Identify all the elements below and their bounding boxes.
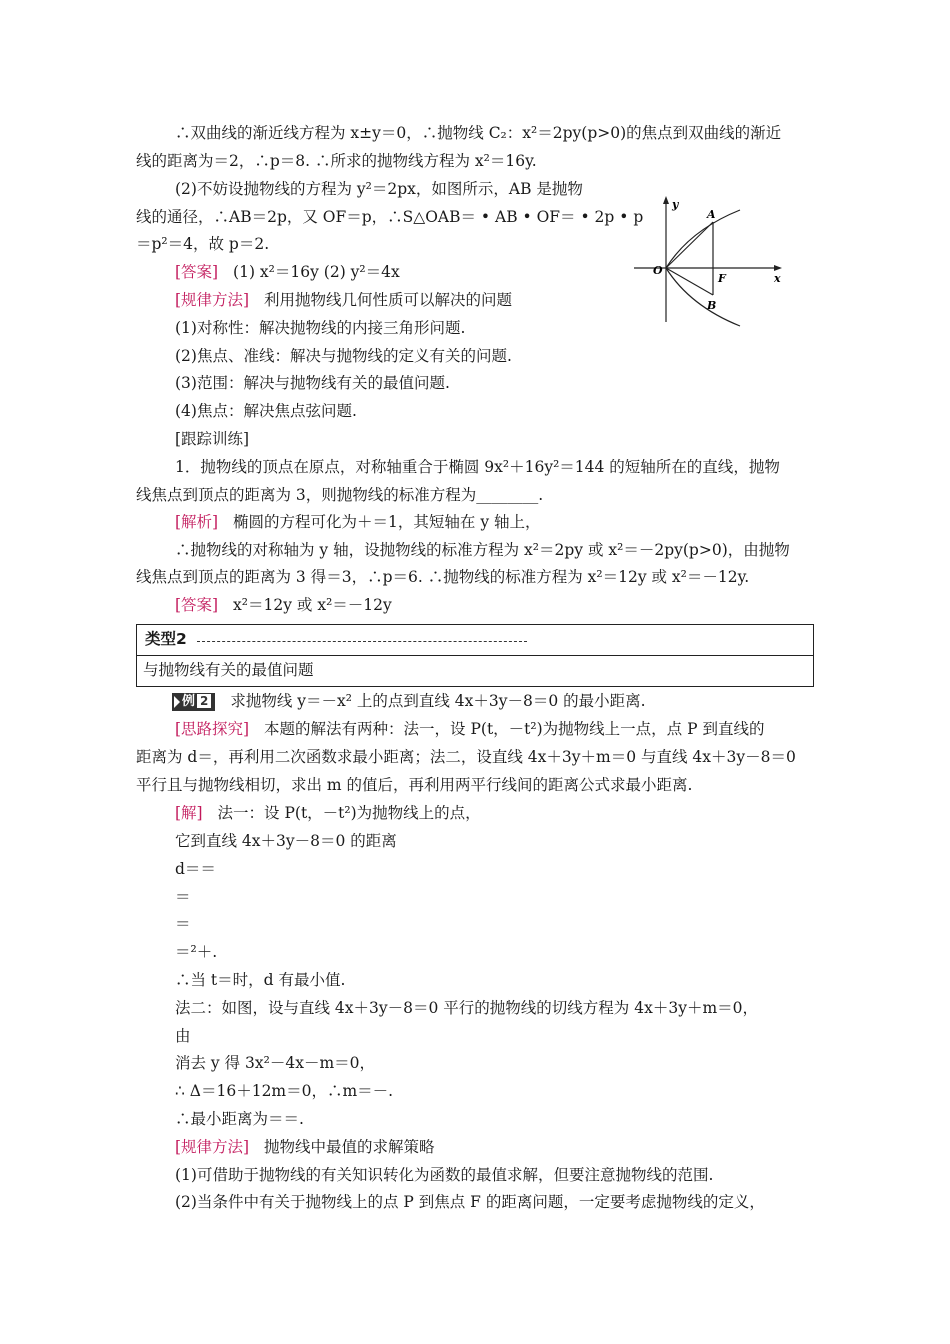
text-line: 由	[175, 1027, 191, 1045]
analysis-text: 椭圆的方程可化为＋＝1，其短轴在 y 轴上，	[233, 513, 541, 531]
thinking-line	[175, 718, 764, 740]
text-line: ∴抛物线的对称轴为 y 轴，设抛物线的标准方程为 x²＝2py 或 x²＝－2py(p>0)，由抛物	[175, 541, 790, 559]
segment-oa	[666, 222, 713, 268]
parabola-figure	[628, 192, 788, 327]
solution-line	[175, 802, 481, 824]
text-line: 它到直线 4x＋3y－8＝0 的距离	[175, 832, 397, 850]
answer-text: (1) x²＝16y (2) y²＝4x	[233, 263, 400, 281]
text-line: 1．抛物线的顶点在原点，对称轴重合于椭圆 9x²＋16y²＝144 的短轴所在的直线，抛物	[175, 458, 780, 476]
example-line	[172, 690, 646, 712]
type-box	[136, 624, 814, 687]
text-line: (1)可借助于抛物线的有关知识转化为函数的最值求解，但要注意抛物线的范围.	[175, 1166, 714, 1184]
text-line: 距离为 d＝，再利用二次函数求最小距离；法二，设直线 4x＋3y＋m＝0 与直线 4x＋3y－8＝0	[136, 748, 796, 766]
answer-tag: [答案]	[175, 263, 219, 281]
text-line: ∴当 t＝时，d 有最小值.	[175, 971, 346, 989]
answer-line	[175, 261, 400, 283]
method-line	[175, 1136, 435, 1158]
text-line: (4)焦点：解决焦点弦问题.	[175, 402, 357, 420]
method-text: 利用抛物线几何性质可以解决的问题	[264, 291, 513, 309]
text-line: ∴最小距离为＝＝.	[175, 1110, 304, 1128]
y-arrow-icon	[663, 196, 669, 204]
thinking-text: 本题的解法有两种：法一，设 P(t，－t²)为抛物线上一点，点 P 到直线的	[264, 720, 765, 738]
method-tag: [规律方法]	[175, 291, 250, 309]
solution-text: 法一：设 P(t，－t²)为抛物线上的点，	[217, 804, 481, 822]
type-subtitle: 与抛物线有关的最值问题	[143, 661, 314, 679]
text-line: (2)焦点、准线：解决与抛物线的定义有关的问题.	[175, 347, 512, 365]
text-line: 线焦点到顶点的距离为 3 得＝3，∴p＝6. ∴抛物线的标准方程为 x²＝12y 或 x²＝－12y.	[136, 568, 750, 586]
text-line: 线的通径，∴AB＝2p，又 OF＝p，∴S△OAB＝ • AB • OF＝ • 2p • p	[136, 208, 644, 226]
answer-tag: [答案]	[175, 596, 219, 614]
text-line: ＝²＋.	[175, 943, 218, 961]
type-box-header	[137, 625, 813, 656]
text-line: (2)当条件中有关于抛物线上的点 P 到焦点 F 的距离问题，一定要考虑抛物线的定义，	[175, 1193, 765, 1211]
text-line: 消去 y 得 3x²－4x－m＝0，	[175, 1054, 376, 1072]
example-text: 求抛物线 y＝－x² 上的点到直线 4x＋3y－8＝0 的最小距离.	[230, 692, 646, 710]
label-b: B	[707, 299, 717, 312]
x-arrow-icon	[774, 265, 782, 271]
text-line: 平行且与抛物线相切，求出 m 的值后，再利用两平行线间的距离公式求最小距离.	[136, 776, 693, 794]
dashed-divider	[197, 641, 527, 642]
section-label: [跟踪训练]	[175, 430, 250, 448]
solution-tag: [解]	[175, 804, 203, 822]
label-y: y	[672, 198, 679, 211]
method-line	[175, 289, 512, 311]
segment-ob	[666, 268, 713, 295]
text-line: 法二：如图，设与直线 4x＋3y－8＝0 平行的抛物线的切线方程为 4x＋3y＋m＝0，	[175, 999, 759, 1017]
label-a: A	[707, 208, 716, 221]
label-o: O	[653, 264, 663, 277]
label-f: F	[718, 272, 726, 285]
label-x: x	[774, 272, 781, 285]
method-text: 抛物线中最值的求解策略	[264, 1138, 435, 1156]
text-line: 线的距离为＝2，∴p＝8. ∴所求的抛物线方程为 x²＝16y.	[136, 152, 537, 170]
thinking-tag: [思路探究]	[175, 720, 250, 738]
text-line: 线焦点到顶点的距离为 3，则抛物线的标准方程为________.	[136, 486, 544, 504]
text-line: d＝＝	[175, 860, 216, 878]
text-line: ＝	[175, 915, 191, 933]
text-line: (3)范围：解决与抛物线有关的最值问题.	[175, 374, 450, 392]
text-line: ＝	[175, 888, 191, 906]
type-title: 类型2	[145, 630, 187, 648]
triangle-icon	[174, 696, 180, 708]
text-line: (1)对称性：解决抛物线的内接三角形问题.	[175, 319, 466, 337]
text-line: ＝p²＝4，故 p＝2.	[136, 235, 270, 253]
answer-line	[175, 594, 392, 616]
method-tag: [规律方法]	[175, 1138, 250, 1156]
example-badge: 例 2	[172, 693, 215, 711]
analysis-line	[175, 511, 541, 533]
text-line: ∴双曲线的渐近线方程为 x±y＝0，∴抛物线 C₂：x²＝2py(p>0)的焦点到双曲线的渐近	[175, 124, 782, 142]
text-line: ∴ Δ＝16＋12m＝0，∴m＝－.	[175, 1082, 394, 1100]
text-line: (2)不妨设抛物线的方程为 y²＝2px，如图所示，AB 是抛物	[175, 180, 583, 198]
analysis-tag: [解析]	[175, 513, 219, 531]
answer-text: x²＝12y 或 x²＝－12y	[233, 596, 392, 614]
